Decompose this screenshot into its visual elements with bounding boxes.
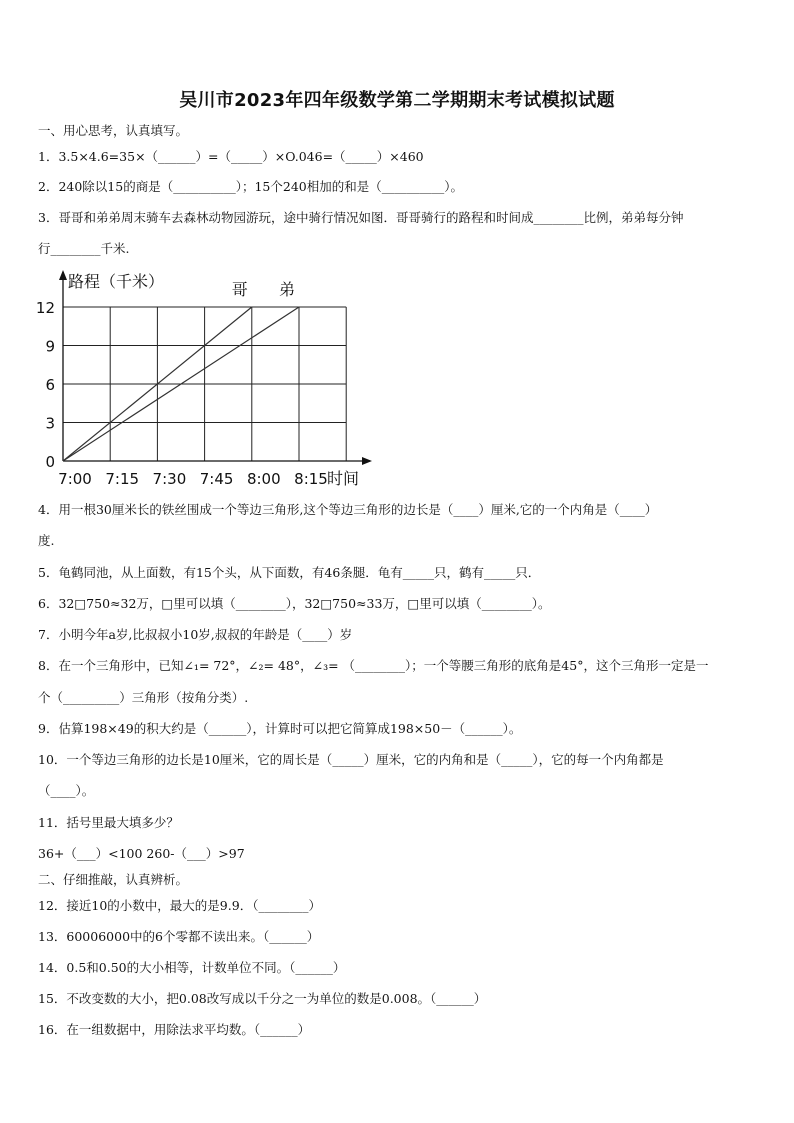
x-tick-label: 7:00: [58, 470, 92, 488]
question-2: 2．240除以15的商是（__________）；15个240相加的和是（__________）。: [38, 179, 463, 194]
section-heading-2: 二、仔细推敲，认真辨析。: [38, 872, 189, 887]
y-tick-label: 9: [45, 337, 55, 356]
x-tick-label: 8:00: [246, 470, 281, 488]
page-title: 吴川市2023年四年级数学第二学期期末考试模拟试题: [179, 90, 615, 111]
question-8-line-2: 个（_________）三角形（按角分类）.: [38, 690, 249, 705]
x-tick-label: 8:15: [294, 470, 328, 488]
question-15: 15．不改变数的大小，把0.08改写成以千分之一为单位的数是0.008。（______）: [38, 991, 487, 1006]
question-1: 1．3.5×4.6=35×（______）=（_____）×O.046=（_____）×460: [38, 149, 424, 164]
section-heading-1: 一、用心思考，认真填写。: [38, 123, 189, 138]
question-7: 7．小明今年a岁,比叔叔小10岁,叔叔的年龄是（____）岁: [38, 627, 353, 642]
series-label-1: 弟: [278, 280, 296, 299]
y-tick-label: 0: [45, 453, 55, 471]
question-10-line-1: 10．一个等边三角形的边长是10厘米，它的周长是（_____）厘米，它的内角和是（_____），它的每一个内角都是: [38, 752, 664, 767]
x-tick-label: 7:45: [199, 470, 234, 488]
distance-time-chart: [28, 262, 388, 492]
x-axis-label: 时间: [327, 469, 360, 488]
chart-grid: [63, 307, 346, 461]
question-3-line-2: 行________千米.: [38, 241, 130, 256]
question-14: 14．0.5和0.50的大小相等，计数单位不同。（______）: [38, 960, 346, 975]
y-tick-label: 6: [45, 376, 55, 394]
question-4-line-2: 度.: [38, 533, 55, 548]
x-axis-arrow: [362, 457, 372, 465]
y-tick-label: 3: [45, 414, 55, 433]
question-8-line-1: 8．在一个三角形中，已知∠₁= 72°，∠₂= 48°，∠₃= （________）；一个等腰三角形的底角是45°，这个三角形一定是一: [38, 658, 709, 673]
question-9: 9．估算198×49的积大约是（______），计算时可以把它简算成198×50－（______）。: [38, 721, 522, 736]
question-11: 11．括号里最大填多少？: [38, 815, 179, 830]
y-tick-label: 12: [35, 299, 55, 317]
x-tick-label: 7:30: [152, 470, 187, 488]
series-label-0: 哥: [231, 280, 248, 299]
question-3-line-1: 3．哥哥和弟弟周末骑车去森林动物园游玩，途中骑行情况如图．哥哥骑行的路程和时间成________比例，弟弟每分钟: [38, 210, 684, 225]
question-11-expressions: 36+（___）<100 260-（___）>97: [38, 846, 245, 861]
x-tick-label: 7:15: [105, 470, 140, 488]
y-axis-label: 路程（千米）: [68, 272, 165, 291]
chart-axes: [59, 270, 372, 465]
question-16: 16．在一组数据中，用除法求平均数。（______）: [38, 1022, 311, 1037]
chart-ticks: [36, 299, 328, 488]
question-4-line-1: 4．用一根30厘米长的铁丝围成一个等边三角形,这个等边三角形的边长是（____）厘米,它的一个内角是（____）: [38, 502, 658, 517]
question-6: 6．32□750≈32万，□里可以填（________），32□750≈33万，□里可以填（________）。: [38, 596, 551, 611]
question-10-line-2: （____）。: [38, 783, 95, 798]
question-5: 5．龟鹤同池，从上面数，有15个头，从下面数，有46条腿．龟有_____只，鹤有_____只．: [38, 565, 541, 580]
question-12: 12．接近10的小数中，最大的是9.9．（________）: [38, 898, 321, 913]
y-axis-arrow: [59, 270, 67, 280]
question-13: 13．60006000中的6个零都不读出来。（______）: [38, 929, 320, 944]
